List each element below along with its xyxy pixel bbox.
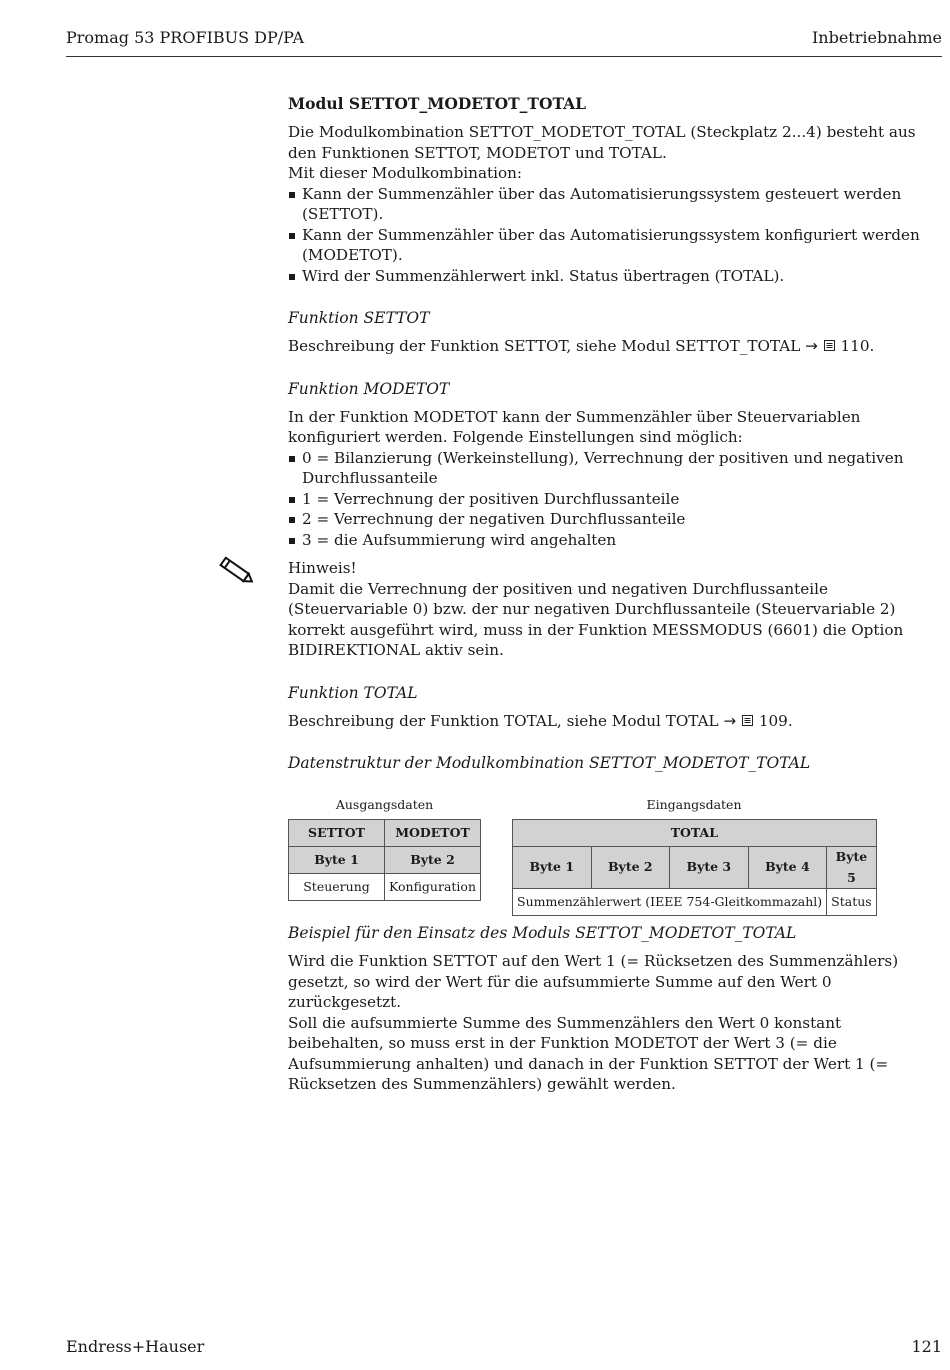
example-paragraph-1: Wird die Funktion SETTOT auf den Wert 1 (= Rücksetzen des Summenzählers) gesetzt, so wird der Wert für die aufsummierte Summe auf den Wert 0 zurückgesetzt. <box>288 952 899 1011</box>
intro-bullet-list <box>288 184 940 287</box>
note-title: Hinweis! <box>288 559 357 577</box>
example-heading: Beispiel für den Einsatz des Moduls SETTOT_MODETOT_TOTAL <box>288 924 797 942</box>
modetot-description: In der Funktion MODETOT kann der Summenzähler über Steuervariablen konfiguriert werden. Folgende Einstellungen sind möglich: <box>288 407 861 446</box>
settot-description <box>288 336 940 357</box>
list-item: Wird der Summenzählerwert inkl. Status übertragen (TOTAL). <box>288 266 940 287</box>
table-cell: Status <box>827 889 877 916</box>
arrow-icon: → <box>723 711 737 730</box>
output-data-table <box>288 819 481 901</box>
output-caption: Ausgangsdaten <box>335 797 434 812</box>
example-paragraph-2: Soll die aufsummierte Summe des Summenzählers den Wert 0 konstant beibehalten, so muss erst in der Funktion MODETOT der Wert 3 (= die Aufsummierung anhalten) und danach in der Funktion SETTOT der Wert 1 (= Rücksetzen des Summenzählers) gewählt werden. <box>288 1013 889 1093</box>
table-header: Byte 1 <box>289 847 385 874</box>
intro-lead: Mit dieser Modulkombination: <box>288 164 522 182</box>
intro-paragraph: Die Modulkombination SETTOT_MODETOT_TOTAL (Steckplatz 2...4) besteht aus den Funktionen SETTOT, MODETOT und TOTAL. <box>288 123 916 162</box>
table-header: MODETOT <box>385 820 481 847</box>
table-cell: Steuerung <box>289 874 385 901</box>
table-header: Byte 3 <box>670 847 749 889</box>
modetot-bullet-list <box>288 448 940 551</box>
table-header: Byte 2 <box>385 847 481 874</box>
list-item: Kann der Summenzähler über das Automatisierungssystem konfiguriert werden (MODETOT). <box>288 225 940 266</box>
main-content <box>288 94 940 1095</box>
page-icon <box>823 339 836 352</box>
modetot-heading: Funktion MODETOT <box>288 379 450 398</box>
settot-text: Beschreibung der Funktion SETTOT, siehe Modul SETTOT_TOTAL <box>288 337 801 355</box>
note-block <box>288 558 940 661</box>
pencil-icon <box>216 554 256 588</box>
table-cell: Konfiguration <box>385 874 481 901</box>
list-item: 0 = Bilanzierung (Werkeinstellung), Verrechnung der positiven und negativen Durchflussanteile <box>288 448 940 489</box>
table-header: Byte 4 <box>748 847 827 889</box>
total-page-ref[interactable]: 109. <box>758 711 793 730</box>
footer-company: Endress+Hauser <box>66 1337 205 1356</box>
header-rule <box>66 56 942 57</box>
datastruct-heading: Datenstruktur der Modulkombination SETTOT_MODETOT_TOTAL <box>288 754 811 772</box>
total-description <box>288 711 940 732</box>
table-header: Byte 2 <box>591 847 670 889</box>
page-icon <box>741 714 754 727</box>
list-item: 1 = Verrechnung der positiven Durchflussanteile <box>288 489 940 510</box>
table-cell: Summenzählerwert (IEEE 754-Gleitkommazahl) <box>513 889 827 916</box>
settot-heading: Funktion SETTOT <box>288 309 430 327</box>
list-item: 2 = Verrechnung der negativen Durchflussanteile <box>288 509 940 530</box>
arrow-icon: → <box>805 337 818 355</box>
data-structure-tables <box>288 781 940 909</box>
total-heading: Funktion TOTAL <box>288 683 418 702</box>
list-item: 3 = die Aufsummierung wird angehalten <box>288 530 940 551</box>
header-product-title: Promag 53 PROFIBUS DP/PA <box>66 28 305 47</box>
section-title: Modul SETTOT_MODETOT_TOTAL <box>288 94 587 113</box>
settot-page-ref[interactable]: 110. <box>840 337 875 355</box>
header-chapter-title: Inbetriebnahme <box>811 28 942 47</box>
table-header: Byte 1 <box>513 847 592 889</box>
list-item: Kann der Summenzähler über das Automatisierungssystem gesteuert werden (SETTOT). <box>288 184 940 225</box>
table-header: TOTAL <box>513 820 877 847</box>
input-data-table <box>512 819 877 916</box>
total-text: Beschreibung der Funktion TOTAL, siehe Modul TOTAL <box>288 711 719 730</box>
table-header: Byte 5 <box>827 847 877 889</box>
footer-page-number: 121 <box>911 1337 942 1356</box>
input-caption: Eingangsdaten <box>646 797 742 812</box>
note-text: Damit die Verrechnung der positiven und negativen Durchflussanteile (Steuervariable 0) bzw. der nur negativen Durchflussanteile (Steuervariable 2) korrekt ausgeführt wird, muss in der Funktion MESSMODUS (6601) die Option BIDIREKTIONAL aktiv sein. <box>288 579 904 659</box>
table-header: SETTOT <box>289 820 385 847</box>
